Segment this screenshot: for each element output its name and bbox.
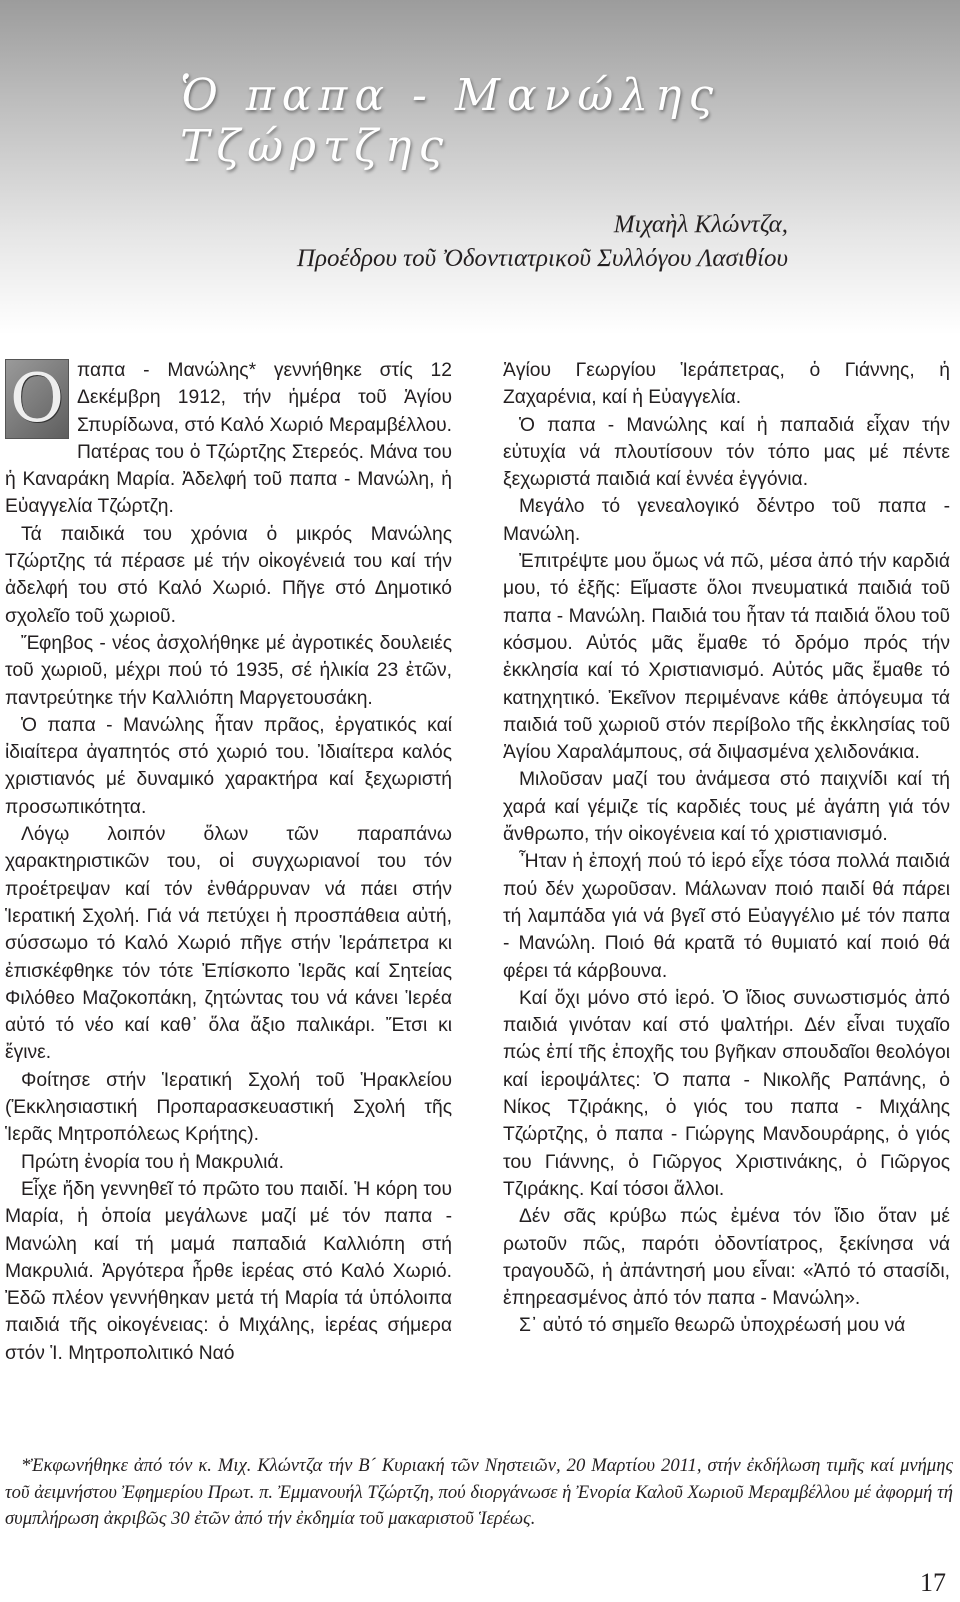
paragraph: Μιλοῦσαν μαζί του ἀνάμεσα στό παιχνίδι καί τή χαρά καί γέμιζε τίς καρδιές τους μέ ἀγάπη γιά τόν ἄνθρωπο, τήν οἰκογένεια καί τό χριστιανισμό. xyxy=(503,769,950,846)
paragraph: Καί ὄχι μόνο στό ἱερό. Ὁ ἴδιος συνωστισμός ἀπό παιδιά γινόταν καί στό ψαλτήρι. Δέν εἶναι τυχαῖο πώς ἐπί τῆς ἐποχῆς του βγῆκαν σπουδαῖοι θεολόγοι καί ἱεροψάλτες: Ὁ παπα - Νικολῆς Ραπάνης, ὁ Νίκος Τζιράκης, ὁ γιός του παπα - Μιχάλης Τζώρτζης, ὁ παπα - Γιώργης Μανδουράρης, ὁ γιός του Γιάννης, ὁ Γιῶργος Χριστινάκης, ὁ Γιῶργος Τζιράκης. Καί τόσοι ἄλλοι. xyxy=(503,987,950,1200)
paragraph: Φοίτησε στήν Ἱερατική Σχολή τοῦ Ἡρακλείου (Ἐκκλησιαστική Προπαρασκευαστική Σχολή τῆς Ἱερᾶς Μητροπόλεως Κρήτης). xyxy=(5,1069,452,1146)
page-number: 17 xyxy=(920,1568,946,1597)
paragraph: Ἔφηβος - νέος ἀσχολήθηκε μέ ἀγροτικές δουλειές τοῦ χωριοῦ, μέχρι πού τό 1935, σέ ἡλικία 23 ἐτῶν, παντρεύτηκε τήν Καλλιόπη Μαργετουσάκη. xyxy=(5,632,452,709)
paragraph: Ὁ παπα - Μανώλης καί ἡ παπαδιά εἶχαν τήν εὐτυχία νά πλουτίσουν τόν τόπο μας μέ πέντε ξεχωριστά παιδιά καί ἐννέα ἐγγόνια. xyxy=(503,414,950,491)
paragraph: Ἦταν ἡ ἐποχή πού τό ἱερό εἶχε τόσα πολλά παιδιά πού δέν χωροῦσαν. Μάλωναν ποιό παιδί θά πάρει τή λαμπάδα γιά νά βγεῖ στό Εὐαγγέλιο μέ τόν παπα - Μανώλη. Ποιό θά κρατᾶ τό θυμιατό καί ποιό θά φέρει τά κάρβουνα. xyxy=(503,851,950,982)
paragraph: Δέν σᾶς κρύβω πώς ἐμένα τόν ἴδιο ὅταν μέ ρωτοῦν πῶς, παρότι ὀδοντίατρος, ξεκίνησα νά τραγουδῶ, ἡ ἀπάντησή μου εἶναι: «Ἀπό τό στασίδι, ἐπηρεασμένος ἀπό τόν παπα - Μανώλη». xyxy=(503,1206,950,1310)
footnote: *Ἐκφωνήθηκε ἀπό τόν κ. Μιχ. Κλώντζα τήν Β´ Κυριακή τῶν Νηστειῶν, 20 Μαρτίου 2011, στήν ἐκδήλωση τιμῆς καί μνήμης τοῦ ἀειμνήστου Ἐφημερίου Πρωτ. π. Ἐμμανουήλ Τζώρτζη, πού διοργάνωσε ἡ Ἐνορία Καλοῦ Χωριοῦ Μεραμβέλλου μέ ἀφορμή τή συμπλήρωση ἀκριβῶς 30 ἐτῶν ἀπό τήν ἐκδημία τοῦ μακαριστοῦ Ἱερέως. xyxy=(5,1455,953,1529)
paragraph: Εἶχε ἤδη γεννηθεῖ τό πρῶτο του παιδί. Ἡ κόρη του Μαρία, ἡ ὁποία μεγάλωνε μαζί μέ τόν παπα - Μανώλη καί τή μαμά παπαδιά Καλλιόπη στή Μακρυλιά. Ἀργότερα ἦρθε ἱερέας στό Καλό Χωριό. Ἐδῶ πλέον γεννήθηκαν μετά τή Μαρία τά ὑπόλοιπα παιδιά τῆς οἰκογένειας: ὁ Μιχάλης, ἱερέας σήμερα στόν Ἱ. Μητροπολιτικό Ναό xyxy=(5,1178,452,1364)
paragraph: Ἁγίου Γεωργίου Ἱεράπετρας, ὁ Γιάννης, ἡ Ζαχαρένια, καί ἡ Εὐαγγελία. xyxy=(503,360,950,409)
paragraph: Σ᾽ αὐτό τό σημεῖο θεωρῶ ὑποχρέωσή μου νά xyxy=(519,1315,906,1337)
paragraph: Λόγῳ λοιπόν ὅλων τῶν παραπάνω χαρακτηριστικῶν του, οἱ συγχωριανοί του τόν προέτρεψαν καί τόν ἐνθάρρυναν νά πάει στήν Ἱερατική Σχολή. Γιά νά πετύχει ἡ προσπάθεια αὐτή, σύσσωμο τό Καλό Χωριό πῆγε στήν Ἱεράπετρα κι ἐπισκέφθηκε τόν τότε Ἐπίσκοπο Ἱερᾶς καί Σητείας Φιλόθεο Μαζοκοπάκη, ζητώντας του νά κάνει Ἱερέα αὐτό τό νέο καί καθ᾽ ὅλα ἄξιο παλικάρι. Ἔτσι κι ἔγινε. xyxy=(5,824,452,1064)
drop-cap-initial: Ο xyxy=(5,359,69,439)
paragraph: Μεγάλο τό γενεαλογικό δέντρο τοῦ παπα - Μανώλη. xyxy=(503,496,950,545)
article-title: Ὁ παπα - Μανώλης Τζώρτζης xyxy=(180,70,721,172)
paragraph: Πρώτη ἐνορία του ἡ Μακρυλιά. xyxy=(21,1151,284,1173)
author-affiliation: Προέδρου τοῦ Ὀδοντιατρικοῦ Συλλόγου Λασιθίου xyxy=(296,245,788,272)
right-column xyxy=(503,357,950,1340)
paragraph: Ἐπιτρέψτε μου ὅμως νά πῶ, μέσα ἀπό τήν καρδιά μου, τό ἑξῆς: Εἴμαστε ὅλοι πνευματικά παιδιά τοῦ παπα - Μανώλη. Παιδιά του ἦταν τά παιδιά ὅλου τοῦ κόσμου. Αὐτός μᾶς ἔμαθε τό δρόμο πρός τήν ἐκκλησία καί τό Χριστιανισμό. Αὐτός μᾶς ἔμαθε τό κατηχητικό. Ἐκεῖνον περιμένανε κάθε ἀπόγευμα τά παιδιά τοῦ χωριοῦ στόν περίβολο τῆς ἐκκλησίας τοῦ Ἁγίου Χαραλάμπους, σά διψασμένα χελιδονάκια. xyxy=(503,551,950,764)
paragraph: Ὁ παπα - Μανώλης ἦταν πρᾶος, ἐργατικός καί ἰδιαίτερα ἀγαπητός στό χωριό του. Ἰδιαίτερα καλός χριστιανός μέ δυναμικό χαρακτήρα καί ξεχωριστή προσωπικότητα. xyxy=(5,714,452,818)
author-name: Μιχαὴλ Κλώντζα, xyxy=(613,211,788,238)
author-block xyxy=(297,208,788,276)
left-column xyxy=(5,357,452,1367)
paragraph: Τά παιδικά του χρόνια ὁ μικρός Μανώλης Τζώρτζης τά πέρασε μέ τήν οἰκογένειά του καί τήν ἀδελφή του στό Καλό Χωριό. Πῆγε στό Δημοτικό σχολεῖο τοῦ χωριοῦ. xyxy=(5,523,452,627)
paragraph: παπα - Μανώλης* γεννήθηκε στίς 12 Δεκέμβρη 1912, τήν ἡμέρα τοῦ Ἁγίου Σπυρίδωνα, στό Καλό Χωριό Μεραμβέλλου. Πατέρας του ὁ Τζώρτζης Στερεός. Μάνα του ἡ Καναράκη Μαρία. Ἀδελφή τοῦ παπα - Μανώλη, ἡ Εὐαγγελία Τζώρτζη. xyxy=(5,360,452,518)
